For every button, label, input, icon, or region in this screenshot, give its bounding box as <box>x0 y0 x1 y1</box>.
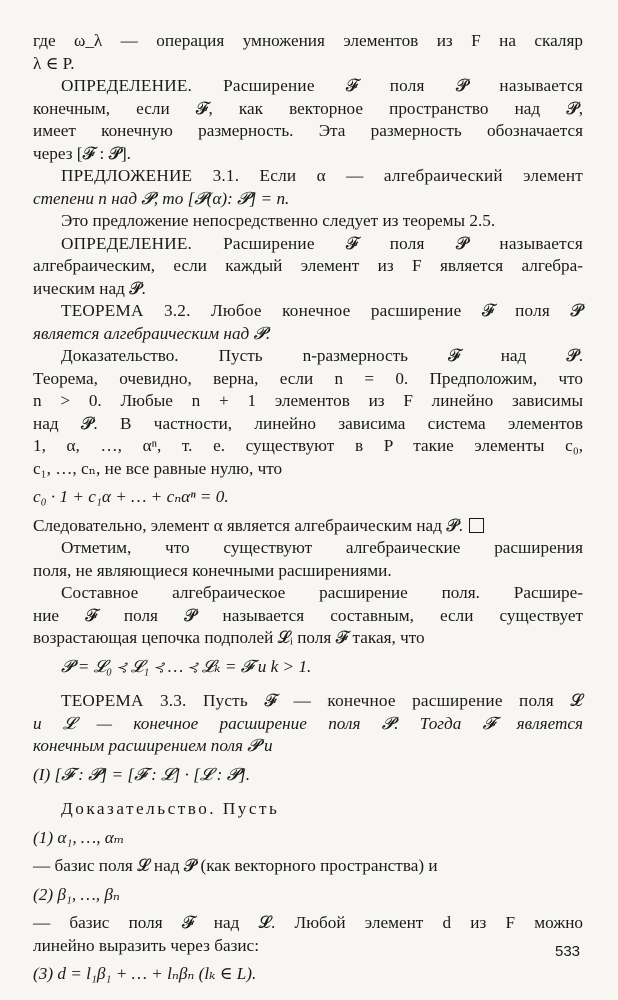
theorem-line: ТЕОРЕМА 3.3. Пусть 𝓕 — конечное расширение поля 𝓛 <box>61 691 583 710</box>
text-line: ическим над 𝓟. <box>33 278 146 298</box>
section-heading-line: Составное алгебраическое расширение поля. Расшире- <box>61 583 583 602</box>
proof-line: Доказательство. Пусть n-размерность 𝓕 над 𝓟. <box>61 346 583 365</box>
text-line: — базис поля 𝓕 над 𝓛. Любой элемент d из F можно <box>33 913 583 932</box>
text-line: линейно выразить через базис: <box>33 935 259 955</box>
theorem-line: конечным расширением поля 𝓟 и <box>33 736 273 755</box>
qed-box-icon <box>469 518 484 533</box>
theorem-line: ТЕОРЕМА 3.2. Любое конечное расширение 𝓕 поля 𝓟 <box>61 301 583 320</box>
text-line: конечным, если 𝓕, как векторное пространство над 𝓟, <box>33 98 583 118</box>
text-line: n > 0. Любые n + 1 элементов из F линейно зависимы <box>33 391 583 410</box>
definition-line: ОПРЕДЕЛЕНИЕ. Расширение 𝓕 поля 𝓟 называется <box>61 76 583 95</box>
proof-line: Доказательство. Пусть <box>61 799 280 818</box>
text-line: где ω_λ — операция умножения элементов из F на скаляр <box>33 31 583 50</box>
text-line: ние 𝓕 поля 𝓟 называется составным, если существует <box>33 605 583 625</box>
text-line: алгебраическим, если каждый элемент из F является алгебра- <box>33 256 583 275</box>
text-line: возрастающая цепочка подполей 𝓛ᵢ поля 𝓕 такая, что <box>33 628 425 647</box>
text-line: 1, α, …, αⁿ, т. е. существуют в P такие элементы c₀, <box>33 436 583 455</box>
text-line: поля, не являющиеся конечными расширениями. <box>33 560 392 580</box>
proposition-line: степени n над 𝓟, то [𝓟(α): 𝓟] = n. <box>33 188 290 208</box>
proposition-line: ПРЕДЛОЖЕНИЕ 3.1. Если α — алгебраический элемент <box>61 166 583 185</box>
theorem-line: является алгебраическим над 𝓟. <box>33 323 271 343</box>
formula: (1) α₁, …, αₘ <box>33 827 125 847</box>
formula: (I) [𝓕 : 𝓟] = [𝓕 : 𝓛] · [𝓛 : 𝓟]. <box>33 764 251 784</box>
text-line: Теорема, очевидно, верна, если n = 0. Предположим, что <box>33 368 583 388</box>
book-page <box>33 30 583 986</box>
text-line: над 𝓟. В частности, линейно зависима система элементов <box>33 413 583 433</box>
formula: 𝓟 = 𝓛₀ ⊰ 𝓛₁ ⊰ … ⊰ 𝓛ₖ = 𝓕 и k > 1. <box>61 656 312 676</box>
conclusion-text: Следовательно, элемент α является алгебраическим над 𝓟. <box>33 515 463 535</box>
formula: (2) β₁, …, βₙ <box>33 884 120 904</box>
theorem-line: и 𝓛 — конечное расширение поля 𝓟. Тогда 𝓕 является <box>33 713 583 733</box>
formula: c₀ · 1 + c₁α + … + cₙαⁿ = 0. <box>33 487 229 506</box>
text-line: Отметим, что существуют алгебраические расширения <box>61 538 583 557</box>
page-number: 533 <box>555 943 581 960</box>
text-line: — базис поля 𝓛 над 𝓟 (как векторного пространства) и <box>33 856 438 875</box>
text-line <box>33 515 583 538</box>
text-line: Это предложение непосредственно следует из теоремы 2.5. <box>61 211 496 230</box>
text-line: через [𝓕 : 𝓟]. <box>33 143 131 163</box>
text-line: имеет конечную размерность. Эта размерность обозначается <box>33 121 583 140</box>
definition-line: ОПРЕДЕЛЕНИЕ. Расширение 𝓕 поля 𝓟 называется <box>61 233 583 253</box>
formula: (3) d = l₁β₁ + … + lₙβₙ (lₖ ∈ L). <box>33 964 257 983</box>
text-line: c₁, …, cₙ, не все равные нулю, что <box>33 458 283 478</box>
text-line: λ ∈ P. <box>33 53 75 73</box>
